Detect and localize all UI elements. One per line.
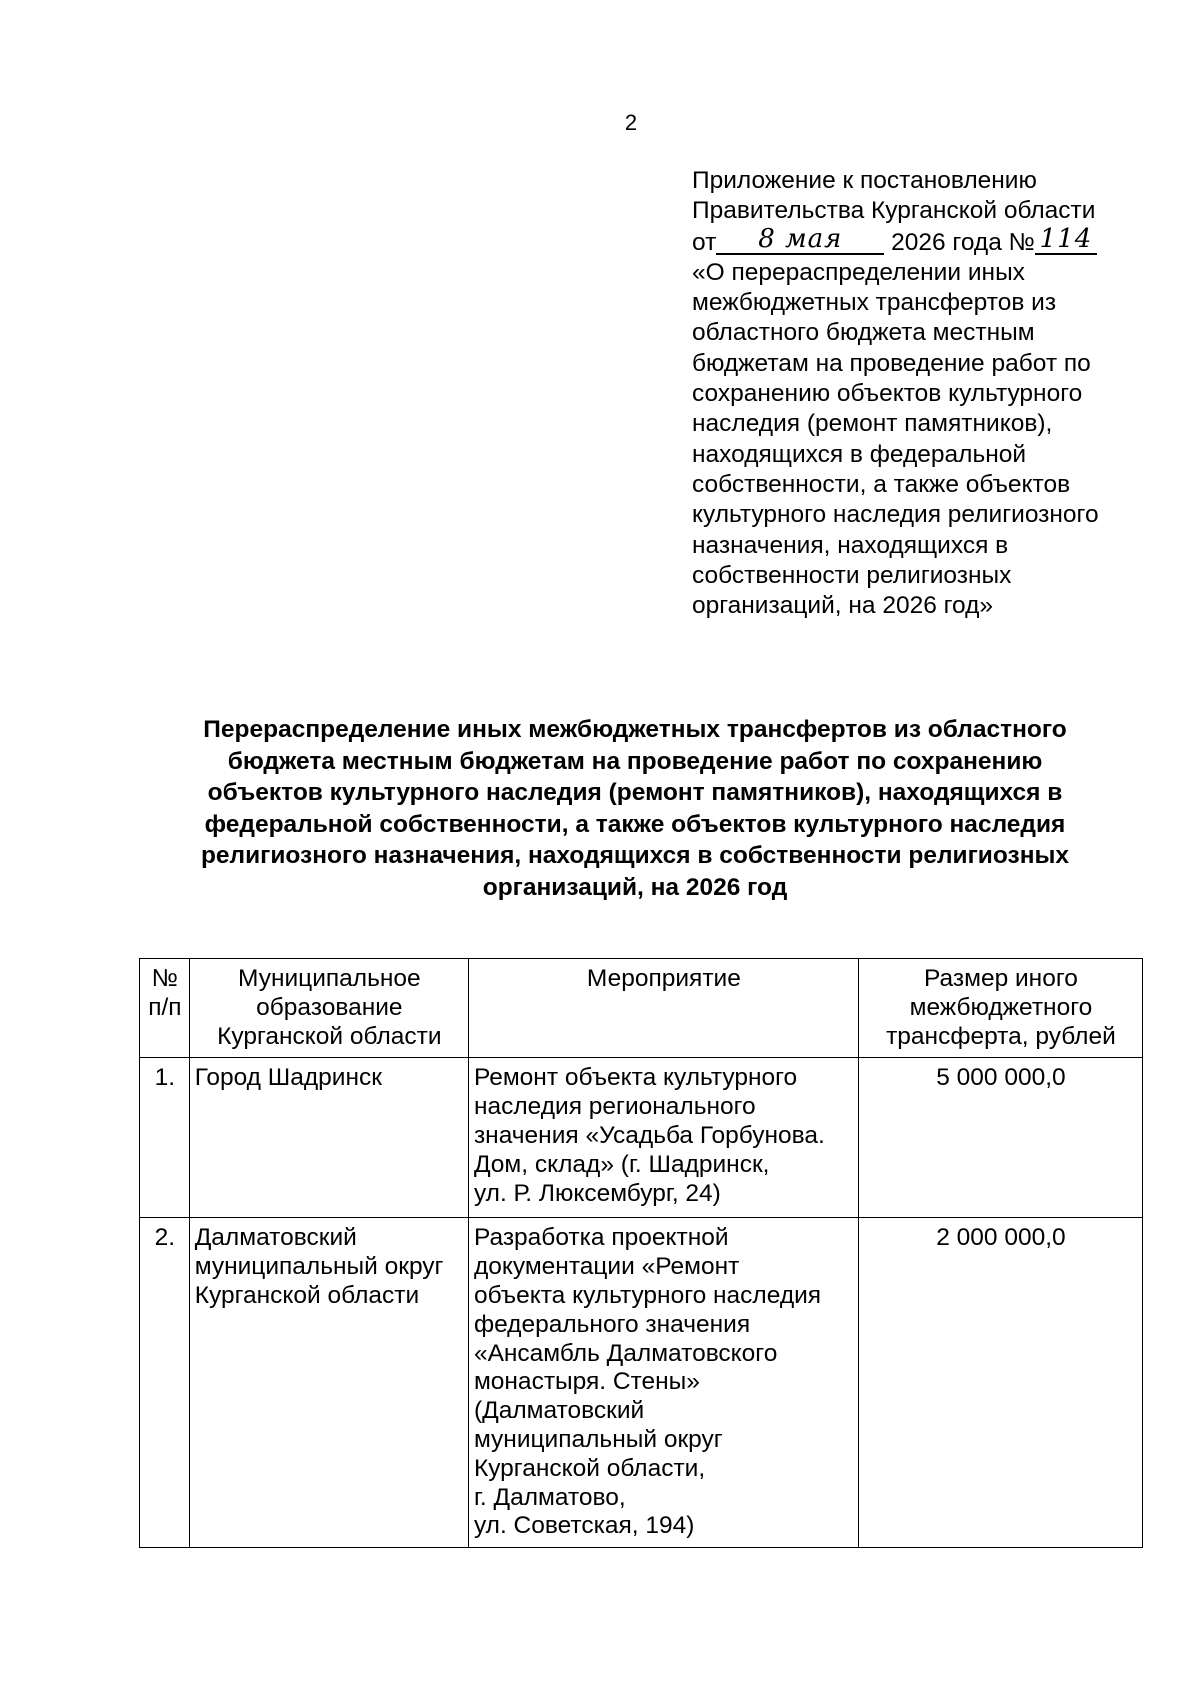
page-number: 2 [624,110,638,135]
date-prefix: от [692,228,717,256]
header-text: Курганской области [217,1022,442,1050]
appendix-body-line: межбюджетных трансфертов из [692,289,1057,317]
title-line: Перераспределение иных межбюджетных трансфертов из областного [203,716,1067,743]
cell-line: монастыря. Стены» [473,1368,700,1396]
handwritten-number-text: 114 [1039,223,1093,254]
cell-line: значения «Усадьба Горбунова. [473,1121,825,1149]
appendix-body-line: собственности, а также объектов [692,470,1071,498]
appendix-date-line [692,223,1152,258]
header-number [140,959,190,1058]
row-amount: 2 000 000,0 [858,1218,1142,1548]
cell-line: Город Шадринск [194,1064,382,1092]
table-row [140,1218,1143,1548]
appendix-body-line: собственности религиозных [692,561,1012,589]
cell-line: наследия регионального [473,1093,756,1121]
cell-line: г. Далматово, [473,1483,626,1511]
row-municipality [189,1058,468,1218]
transfers-table [139,958,1143,1548]
appendix-block [692,166,1152,621]
table-header-row [140,959,1143,1058]
cell-line: муниципальный округ [473,1425,723,1453]
row-municipality [189,1218,468,1548]
cell-line: ул. Р. Люксембург, 24) [473,1179,721,1207]
header-text: Муниципальное [238,965,421,992]
cell-line: федерального значения [473,1310,751,1338]
date-suffix: 2026 года № [891,228,1035,256]
title-line: организаций, на 2026 год [482,873,788,901]
row-number: 1. [140,1058,190,1218]
header-text: образование [256,993,403,1021]
appendix-body-line: областного бюджета местным [692,319,1035,347]
cell-line: документации «Ремонт [473,1253,740,1281]
appendix-line-1: Приложение к постановлению [692,167,1037,194]
title-line: бюджета местным бюджетам на проведение работ по сохранению [227,747,1043,775]
handwritten-number [1035,223,1097,255]
handwritten-date-text: 8 мая [758,223,843,254]
row-activity [468,1218,858,1548]
header-amount [858,959,1142,1058]
row-amount: 5 000 000,0 [858,1058,1142,1218]
cell-line: Ремонт объекта культурного [473,1064,798,1092]
appendix-body-line: бюджетам на проведение работ по [692,349,1091,377]
cell-line: объекта культурного наследия [473,1281,822,1309]
cell-line: муниципальный округ [194,1253,444,1281]
header-text: межбюджетного [909,993,1093,1021]
appendix-body-line: назначения, находящихся в [692,531,1009,559]
header-municipality [189,959,468,1058]
cell-line: (Далматовский [473,1397,645,1425]
appendix-body-line: сохранению объектов культурного [692,380,1083,408]
header-text: № [151,965,178,992]
cell-line: Курганской области, [473,1454,706,1482]
table-row [140,1058,1143,1218]
appendix-body-line: «О перераспределении иных [692,258,1025,286]
cell-line: Далматовский [194,1224,357,1252]
header-text: Размер иного [923,965,1078,992]
appendix-body-line: культурного наследия религиозного [692,501,1099,529]
cell-line: Курганской области [194,1281,420,1309]
appendix-line-2: Правительства Курганской области [692,197,1096,225]
handwritten-date [716,223,884,255]
title-line: федеральной собственности, а также объектов культурного наследия [204,810,1066,838]
row-number: 2. [140,1218,190,1548]
row-activity [468,1058,858,1218]
header-text: Мероприятие [586,965,741,992]
header-activity [468,959,858,1058]
appendix-body [692,258,1152,622]
header-text: п/п [148,993,182,1021]
cell-line: Разработка проектной [473,1224,729,1252]
appendix-body-line: наследия (ремонт памятников), [692,410,1053,438]
title-line: религиозного назначения, находящихся в собственности религиозных [200,842,1070,869]
appendix-body-line: находящихся в федеральной [692,440,1027,468]
cell-line: Дом, склад» (г. Шадринск, [473,1150,770,1178]
cell-line: «Ансамбль Далматовского [473,1339,778,1367]
appendix-body-line: организаций, на 2026 год» [692,592,994,620]
title-line: объектов культурного наследия (ремонт памятников), находящихся в [207,779,1063,806]
document-title [150,714,1120,903]
cell-line: ул. Советская, 194) [473,1512,695,1540]
header-text: трансферта, рублей [886,1022,1116,1050]
